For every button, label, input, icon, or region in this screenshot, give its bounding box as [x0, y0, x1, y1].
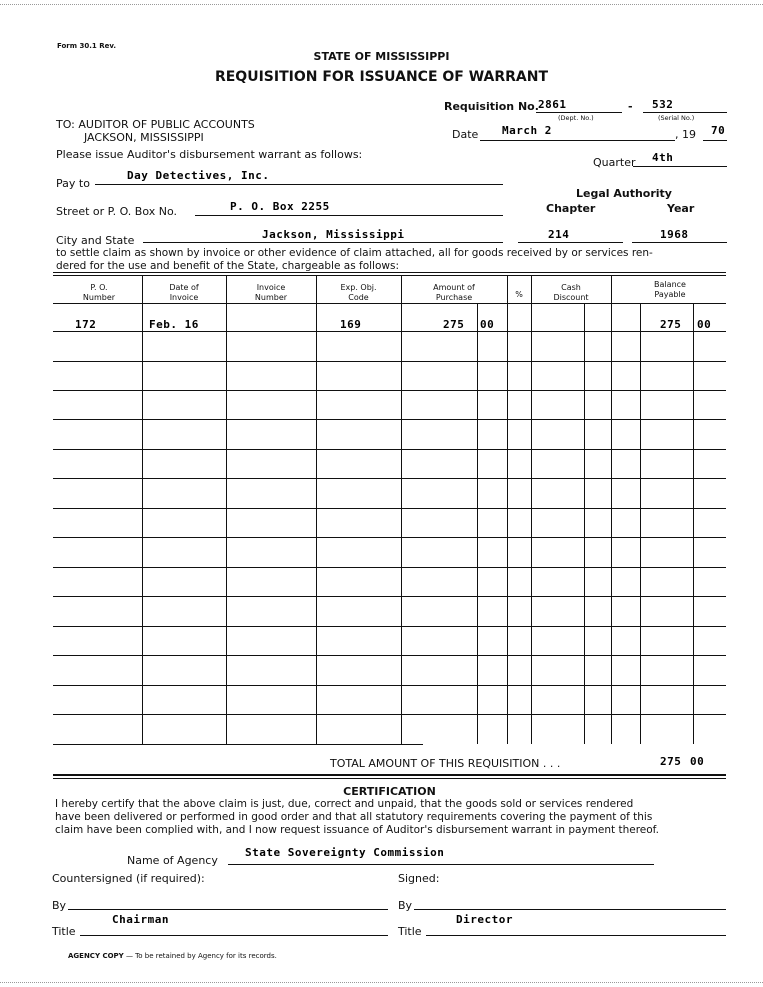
- certification-line-3: claim have been complied with, and I now request issuance of Auditor's disbursement warrant in payment thereof.: [55, 824, 659, 836]
- col-divider: [401, 276, 402, 744]
- table-top-border: [53, 272, 726, 273]
- quarter-label: Quarter: [593, 156, 636, 169]
- row-line: [53, 361, 726, 362]
- col-divider-cents: [693, 303, 694, 744]
- street-label: Street or P. O. Box No.: [56, 205, 177, 218]
- col-divider: [226, 276, 227, 744]
- requisition-dash: -: [628, 100, 633, 113]
- form-title: REQUISITION FOR ISSUANCE OF WARRANT: [214, 69, 549, 85]
- agency-value: State Sovereignty Commission: [245, 846, 445, 859]
- agency-label: Name of Agency: [127, 854, 218, 867]
- col-divider: [507, 276, 508, 744]
- total-cents: 00: [690, 755, 705, 768]
- date-value: March 2: [502, 124, 552, 137]
- header-exp-obj: [316, 283, 401, 303]
- row-line: [53, 419, 726, 420]
- header-exp-line2: Code: [348, 293, 369, 302]
- certification-line-1: I hereby certify that the above claim is just, due, correct and unpaid, that the goods sold or services rendered: [55, 798, 634, 810]
- city-label: City and State: [56, 234, 135, 247]
- chapter-line: [518, 242, 623, 243]
- pay-to-label: Pay to: [56, 177, 90, 190]
- row-line: [53, 537, 726, 538]
- dept-no-caption: (Dept. No.): [558, 114, 594, 122]
- right-title-line: [426, 935, 726, 936]
- table-top-border-2: [53, 275, 726, 276]
- dept-no-value: 2861: [538, 98, 567, 111]
- footer-agency-copy: AGENCY COPY: [68, 952, 124, 960]
- col-divider: [316, 276, 317, 744]
- header-exp-line1: Exp. Obj.: [340, 283, 377, 292]
- row-line: [53, 331, 726, 332]
- form-number: Form 30.1 Rev.: [57, 42, 116, 50]
- col-divider: [142, 276, 143, 744]
- row1-date-invoice: Feb. 16: [149, 318, 199, 331]
- left-by-label: By: [52, 899, 67, 912]
- requisition-label: Requisition No.: [444, 100, 539, 113]
- agency-line: [228, 864, 654, 865]
- header-amount: [401, 283, 507, 303]
- chapter-label: Chapter: [546, 202, 596, 215]
- header-po-line1: P. O.: [90, 283, 108, 292]
- pay-to-line: [95, 184, 503, 185]
- legal-authority-label: Legal Authority: [576, 187, 672, 200]
- row-line: [53, 685, 726, 686]
- header-po: [56, 283, 142, 303]
- year-value: 1968: [660, 228, 689, 241]
- footer-rest: — To be retained by Agency for its records.: [123, 952, 277, 960]
- header-cash-line1: Cash: [561, 283, 581, 292]
- header-invoice-number: [226, 283, 316, 303]
- certification-heading: CERTIFICATION: [343, 785, 436, 798]
- state-heading: STATE OF MISSISSIPPI: [313, 50, 450, 63]
- dept-no-line: [536, 112, 622, 113]
- street-line: [195, 215, 503, 216]
- header-po-line2: Number: [82, 293, 116, 302]
- serial-no-value: 532: [652, 98, 674, 111]
- row-line: [53, 714, 726, 715]
- left-title-value: Chairman: [112, 913, 169, 926]
- row1-amount-dollars: 275: [443, 318, 465, 331]
- header-amount-line2: Purchase: [435, 293, 473, 302]
- instruction-text: Please issue Auditor's disbursement warrant as follows:: [56, 148, 363, 161]
- year-label: Year: [667, 202, 695, 215]
- date-century: , 19: [675, 128, 696, 141]
- row-line: [53, 596, 726, 597]
- signed-label: Signed:: [398, 872, 440, 885]
- col-divider: [531, 276, 532, 744]
- total-divider: [53, 774, 726, 776]
- header-balance-line2: Payable: [654, 290, 686, 299]
- row-line: [53, 626, 726, 627]
- row1-balance-cents: 00: [697, 318, 712, 331]
- top-edge: [0, 4, 763, 5]
- date-year: 70: [711, 124, 726, 137]
- serial-no-caption: (Serial No.): [658, 114, 695, 122]
- left-by-line: [68, 909, 388, 910]
- row1-exp-obj: 169: [340, 318, 362, 331]
- quarter-value: 4th: [652, 151, 674, 164]
- header-cash-line2: Discount: [553, 293, 589, 302]
- quarter-line: [633, 166, 727, 167]
- header-balance-line1: Balance: [654, 280, 686, 289]
- total-dollars: 275: [660, 755, 682, 768]
- header-bottom-border: [53, 303, 726, 304]
- footer-note: [68, 952, 277, 960]
- row1-balance-dollars: 275: [660, 318, 682, 331]
- header-date-line1: Date of: [169, 283, 199, 292]
- right-by-label: By: [398, 899, 413, 912]
- header-cash-discount: [531, 283, 611, 303]
- col-divider: [611, 276, 612, 744]
- right-title-label: Title: [398, 925, 422, 938]
- col-divider-cents: [477, 303, 478, 744]
- pay-to-value: Day Detectives, Inc.: [127, 169, 270, 182]
- header-amount-line1: Amount of: [433, 283, 475, 292]
- col-divider: [640, 303, 641, 744]
- right-by-line: [414, 909, 726, 910]
- date-year-line: [703, 140, 727, 141]
- header-invoice-line1: Invoice: [256, 283, 286, 292]
- settle-text-2: dered for the use and benefit of the State, chargeable as follows:: [56, 260, 399, 272]
- to-line-2: JACKSON, MISSISSIPPI: [84, 131, 204, 144]
- row1-po: 172: [75, 318, 97, 331]
- city-line: [143, 242, 503, 243]
- header-invoice-line2: Number: [254, 293, 288, 302]
- row-line: [53, 390, 726, 391]
- header-date-invoice: [142, 283, 226, 303]
- total-label: TOTAL AMOUNT OF THIS REQUISITION . . .: [330, 757, 561, 770]
- street-value: P. O. Box 2255: [230, 200, 330, 213]
- serial-no-line: [643, 112, 727, 113]
- right-title-value: Director: [456, 913, 513, 926]
- header-date-line2: Invoice: [169, 293, 199, 302]
- left-title-label: Title: [52, 925, 76, 938]
- row1-amount-cents: 00: [480, 318, 495, 331]
- chapter-value: 214: [548, 228, 570, 241]
- header-percent: %: [515, 290, 523, 299]
- total-divider-2: [53, 778, 726, 779]
- settle-text-1: to settle claim as shown by invoice or other evidence of claim attached, all for goods received by or services ren-: [56, 247, 653, 259]
- row-line-last: [53, 744, 423, 745]
- city-value: Jackson, Mississippi: [262, 228, 405, 241]
- row-line: [53, 478, 726, 479]
- year-line: [632, 242, 727, 243]
- date-line: [480, 140, 675, 141]
- bottom-edge: [0, 982, 763, 983]
- certification-line-2: have been delivered or performed in good order and that all statutory requirements covering the payment of this: [55, 811, 653, 823]
- left-title-line: [80, 935, 388, 936]
- header-balance-payable: [640, 280, 700, 300]
- col-divider-cents: [584, 303, 585, 744]
- row-line: [53, 567, 726, 568]
- row-line: [53, 655, 726, 656]
- row-line: [53, 449, 726, 450]
- to-line-1: TO: AUDITOR OF PUBLIC ACCOUNTS: [56, 118, 255, 131]
- date-label: Date: [452, 128, 479, 141]
- row-line: [53, 508, 726, 509]
- countersigned-label: Countersigned (if required):: [52, 872, 205, 885]
